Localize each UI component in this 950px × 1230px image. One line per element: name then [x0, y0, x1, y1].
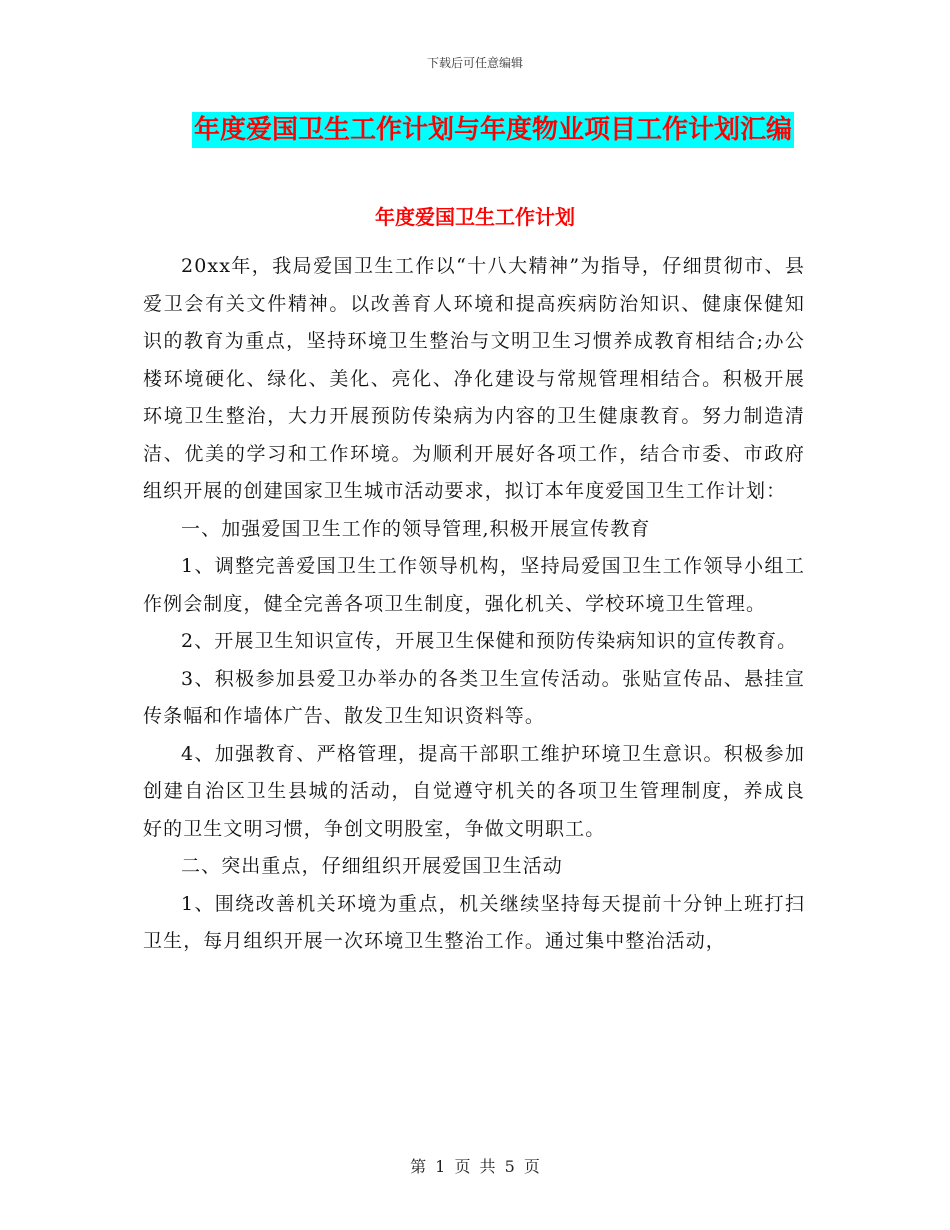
page-header-note: 下载后可任意编辑	[426, 56, 523, 70]
page-number-footer: 第 1 页 共 5 页	[410, 1157, 540, 1176]
paragraph-item-1-4: 4、加强教育、严格管理，提高干部职工维护环境卫生意识。积极参加创建自治区卫生县城的活动，自觉遵守机关的各项卫生管理制度，养成良好的卫生文明习惯，争创文明股室，争做文明职工。	[143, 742, 805, 840]
section-title: 年度爱国卫生工作计划	[375, 205, 575, 229]
paragraph-item-1-3: 3、积极参加县爱卫办举办的各类卫生宣传活动。张贴宣传品、悬挂宣传条幅和作墙体广告、散发卫生知识资料等。	[143, 667, 805, 727]
paragraph-item-2-1: 1、围绕改善机关环境为重点，机关继续坚持每天提前十分钟上班打扫卫生，每月组织开展一次环境卫生整治工作。通过集中整治活动，	[143, 892, 805, 952]
paragraph-heading-1: 一、加强爱国卫生工作的领导管理,积极开展宣传教育	[181, 517, 651, 540]
document-body	[143, 248, 805, 961]
document-title: 年度爱国卫生工作计划与年度物业项目工作计划汇编	[192, 112, 794, 148]
paragraph-intro: 20xx年，我局爱国卫生工作以“十八大精神”为指导，仔细贯彻市、县爱卫会有关文件精神。以改善育人环境和提高疾病防治知识、健康保健知识的教育为重点，坚持环境卫生整治与文明卫生习惯养成教育相结合;办公楼环境硬化、绿化、美化、亮化、净化建设与常规管理相结合。积极开展环境卫生整治，大力开展预防传染病为内容的卫生健康教育。努力制造清洁、优美的学习和工作环境。为顺利开展好各项工作，结合市委、市政府组织开展的创建国家卫生城市活动要求，拟订本年度爱国卫生工作计划：	[143, 255, 805, 502]
paragraph-heading-2: 二、突出重点，仔细组织开展爱国卫生活动	[181, 855, 563, 877]
paragraph-item-1-1: 1、调整完善爱国卫生工作领导机构，坚持局爱国卫生工作领导小组工作例会制度，健全完善各项卫生制度，强化机关、学校环境卫生管理。	[143, 555, 805, 615]
paragraph-item-1-2: 2、开展卫生知识宣传，开展卫生保健和预防传染病知识的宣传教育。	[181, 630, 798, 652]
